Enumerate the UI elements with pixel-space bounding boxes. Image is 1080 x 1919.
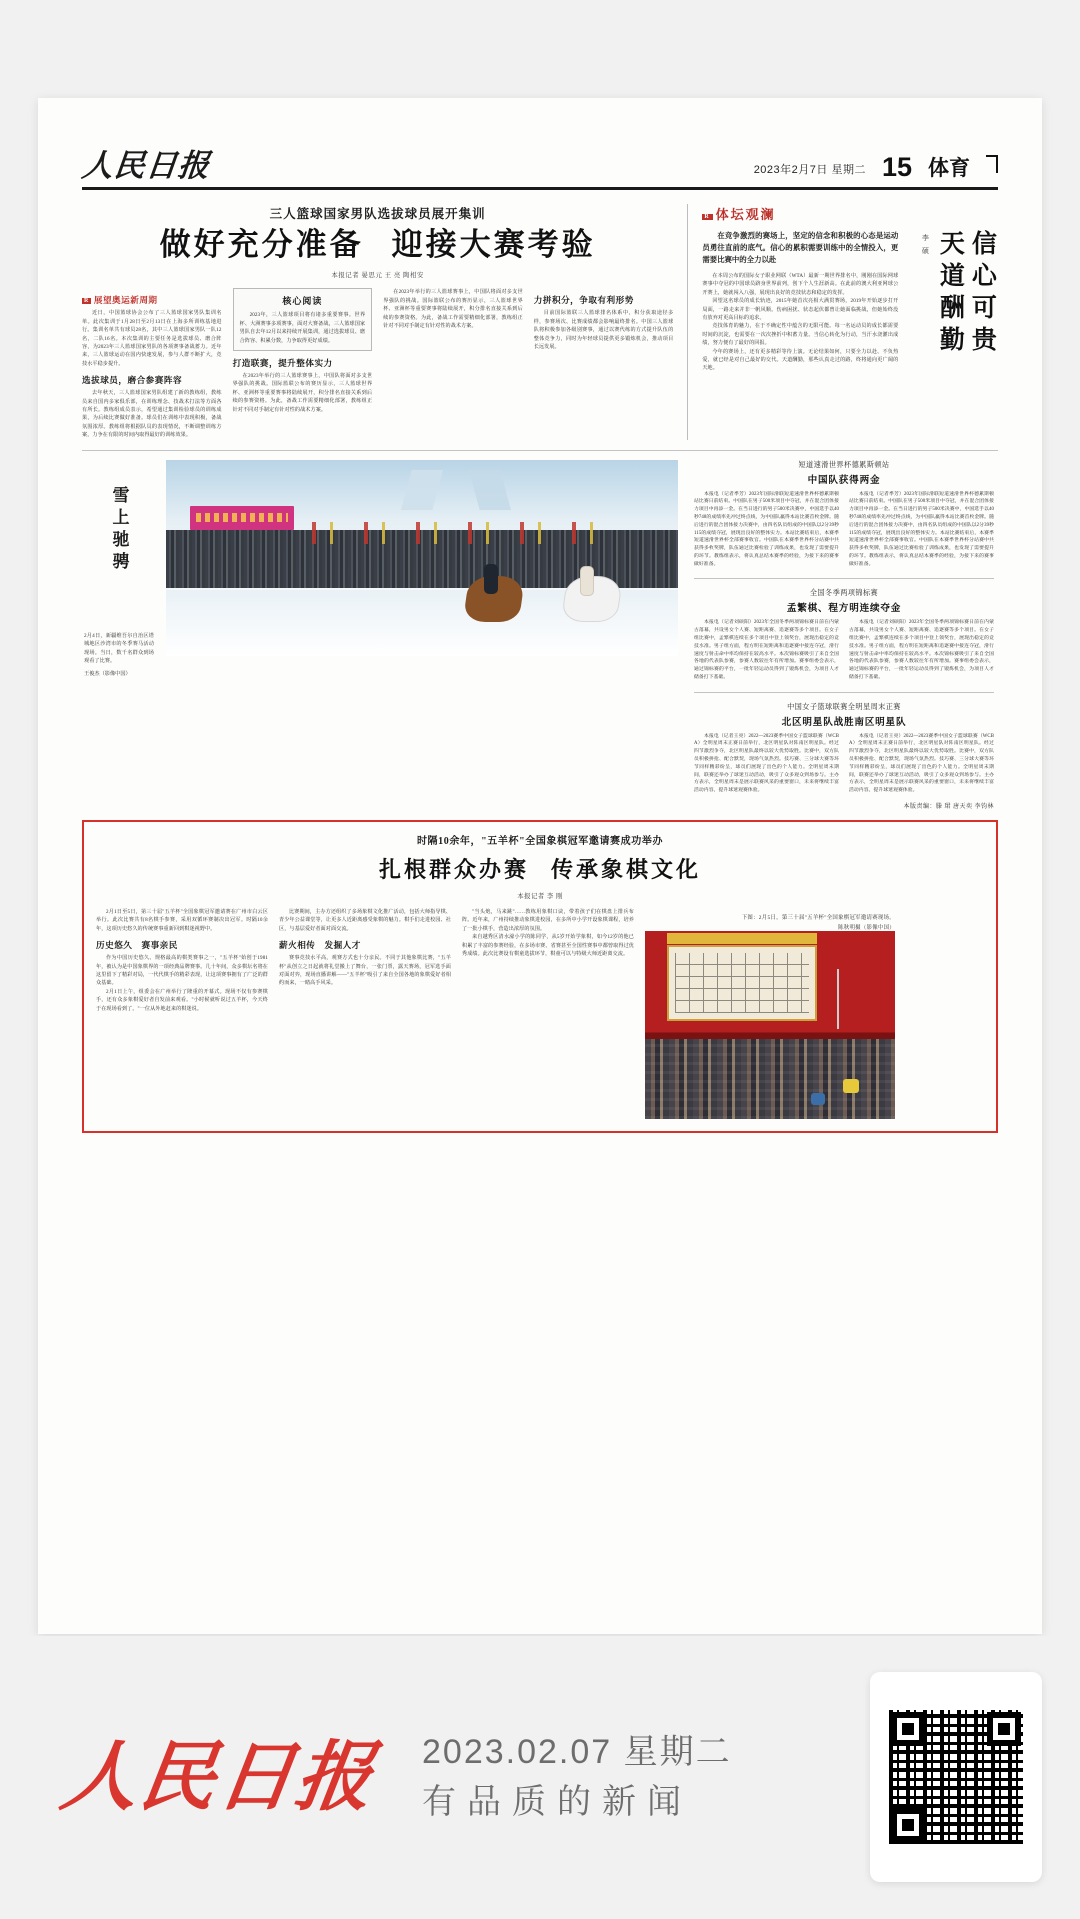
chess-article [82,820,998,1133]
page-editor-credit: 本版责编：滕 珺 唐天奕 李钧林 [903,804,994,811]
commentary-column-tag: R 体坛观澜 [704,207,776,222]
chess-body-5: 赛事竞技水平高，观赛方式也十分亲民。不同于其他象棋比赛，"五羊杯"从创立之日起就将礼堂搬上了舞台，一张门票，露天赛场，冠军选手面对面对弈，现场直播讲解——"五羊杯"吸引了来自全国各地的象棋爱好者相约而来，一睹高手风采。 [279,955,451,987]
flags-shape [296,522,596,544]
chess-body-4: 比赛期间，主办方还组织了多场象棋文化推广活动，包括大师指导棋、青少年公益课堂等，让更多人近距离感受象棋的魅力。棋手们走进校园、社区，与基层爱好者面对面交流。 [279,909,451,932]
commentary-body-4: 今年的赛场上，还有更多精彩等待上演。无论结果如何，只要全力以赴、不负热爱，就已经是对自己最好的交代。天道酬勤，那些认真走过的路，终将通向更广阔的天地。 [702,348,899,372]
snow-photo-block [82,460,682,810]
vertical-divider [687,204,688,440]
giant-chessboard-shape [667,945,817,1021]
commentary-body-2: 回望这名球员的成长轨迹，2015年她首次亮相大满贯赛场，2019年开始逐步打开局面，一路走来并非一帆风顺。伤病困扰、状态起伏都曾让她面临挑战，但她始终没有放弃对更高目标的追求。 [702,298,899,322]
stage-pole-shape [837,969,877,1029]
news-stack [694,460,994,810]
qr-finder-top-right [987,1712,1021,1746]
snow-photo-caption: 2月4日，新疆维吾尔自治区塔城地区沙湾市的冬季赛马活动现场。当日，数千名群众到场观看了比赛。 [84,632,154,665]
news-3-kicker: 中国女子篮球联赛全明星周末正赛 [787,702,901,711]
page-number: 15 [881,152,912,183]
lead-body-1: 近日，中国篮球协会公布了三人篮球国家男队集训名单。此次集训于1月28日至2月13日在上海多所训练基地进行。集训名单共有球员28名，其中三人篮球国家男队一队12名，二队16名。本次集训的主要任务是选拔球员、磨合阵容，为2023年三人篮球国家男队的各项赛事备战蓄力。近年来，三人篮球运动在国内快速发展，参与人群不断扩大，竞技水平稳步提升。 [82,310,222,367]
lead-subhead-3: 力拼积分，争取有利形势 [533,295,634,306]
news-item-1 [694,460,994,569]
commentary-vertical-title [908,230,997,373]
news-divider-2 [694,692,994,693]
lead-subhead-2: 打造联赛，提升整体实力 [232,357,333,368]
rider-dark-shape [484,564,498,594]
red-marker-icon: R [84,298,89,305]
chess-body-2: 作为中国历史悠久、规格最高的棋类赛事之一，"五羊杯"始创于1981年，被认为是中国象棋界的一项经典品牌赛事。几十年间，众多棋坛名将在这里留下了精彩对局，一代代棋手的精彩表现，让这项赛事拥有了广泛的群众基础。 [96,955,268,987]
chess-body-7: 来自越秀区清水濠小学的陈同学，从5岁开始学象棋，如今12岁的他已积累了丰富的参赛经验，在多场市赛、省赛甚至全国性赛事中都曾取得过优秀成绩。此次比赛设有棋童选拔环节，棋童可以与特级大师近距离交流。 [462,934,634,958]
lead-column-2 [233,288,373,439]
chess-body-1: 2月1日至5日，第三十届"五羊杯"全国象棋冠军邀请赛在广州市白云区举行。此次比赛共有8名棋手参赛，采用双循环赛制决出冠军。时隔10余年，这项历史悠久的传统赛事重新回到棋迷视野中。 [96,909,268,932]
commentary-body-1: 在本周公布的国际女子职业网联（WTA）最新一期世界排名中，刚刚在国际网球赛事中夺冠的中国球员跻身世界前列，创下个人生涯新高。在此前的澳大利亚网球公开赛上，她就闯入八强，展现出良好的竞技状态和稳定的发挥。 [702,273,899,296]
chess-subhead-2: 薪火相传 发掘人才 [279,940,361,951]
lead-columns [82,288,673,439]
news-1-body-b: 本报电（记者季芳）2023年国际滑联短道速滑世界杯德累斯顿站比赛日前结束。中国队在男子500米项目中夺冠，并在混合团体接力项目中再添一金。在当日进行的男子500米决赛中，中国选手以40秒748的成绩率先冲过终点线，为中国队赢得本站比赛首枚金牌。随后进行的混合团体接力决赛中，由四名队员组成的中国队以2分39秒115的成绩夺冠，展现出良好的整体实力。本站比赛结束后，本赛季短道速滑世界杯全部赛事收官。中国队在本赛季世界杯分站赛中共获得多枚奖牌，队伍通过比赛检验了训练成果，也发现了需要提升的环节。教练组表示，将认真总结本赛季的经验，为接下来的赛事做好准备。 [849,491,994,567]
chess-photo-caption: 下图：2月5日，第三十届"五羊杯"全国象棋冠军邀请赛现场。 [741,915,895,922]
chess-headline [96,853,984,884]
masthead-right [753,152,998,183]
lead-body-3: 在2023年举行的三人篮球赛事上，中国队将面对多支世界强队的挑战。国际篮联公布的赛历显示，三人篮球世界杯、亚洲杯等重要赛事将陆续展开，积分排名直接关系到后续的参赛资格。为此，备战工作需要精细化部署，教练组正针对不同对手制定有针对性的战术方案。 [232,372,373,413]
news-2-kicker: 全国冬季两项锦标赛 [809,589,879,598]
core-reading-box [233,288,373,351]
footer-date: 2023.02.07 星期二 [422,1733,732,1772]
news-item-3 [694,702,994,795]
chess-kicker: 时隔10余年，"五羊杯"全国象棋冠军邀请赛成功举办 [416,836,664,848]
lead-subhead-1: 选拔球员，磨合参赛阵容 [82,375,183,386]
chess-tournament-photo [645,931,895,1119]
core-reading-text: 2023年，三人篮球项目将有诸多重要赛事。世界杯、大洲赛事多项赛事，面对大赛备战，三人篮球国家男队自去年12月以来持续开展集训，通过选拔球员、磨合阵容、积累分数，力争取得更好成绩。 [239,312,366,344]
snow-photo-title-wrap [82,460,156,810]
stage-strip-shape [667,933,817,944]
news-item-2 [694,588,994,681]
mid-zone [82,460,998,810]
footer-slogan: 有品质的新闻 [422,1782,692,1821]
issue-date: 2023年2月7日 星期二 [753,164,866,176]
footer-text-block [422,1728,732,1827]
event-banner-shape [190,506,294,530]
qr-finder-bottom-left [891,1808,925,1842]
news-divider-1 [694,578,994,579]
chess-photo-block [645,908,895,1119]
section-name: 体育 [928,157,970,180]
chess-column-2 [279,908,451,1119]
masthead-logo: 人民日报 [80,148,212,183]
chess-headline-part1: 扎根群众办赛 [378,857,529,883]
chess-byline: 本报记者 李 刚 [517,893,563,901]
chess-subhead-1: 历史悠久 赛事亲民 [96,940,178,951]
news-2-body-b: 本报电（记者刘硕阳）2023年全国冬季两项锦标赛日前在内蒙古落幕，共设男女个人赛、短距离赛、追逐赛等多个项目。在女子组比赛中，孟繁棋连续在多个项目中登上领奖台，展现出稳定的竞技水准。男子组方面，程方明在短距离和追逐赛中接连夺冠，滑行速度与射击命中率均保持在较高水平。本次锦标赛吸引了来自全国各地的代表队参赛，参赛人数较往年有所增加。赛事组委会表示，通过锦标赛的平台，一批年轻运动员得到了锻炼机会，为项目人才储备打下基础。 [849,620,994,680]
newspaper-page [38,98,1042,1634]
qr-finder-top-left [891,1712,925,1746]
rider-light-shape [580,566,594,596]
chess-body-6: "当头炮，马来跳"……教练用象棋口诀，带着孩子们在棋盘上排兵布阵。近年来，广州持续推动象棋进校园，在多所中小学开设象棋课程，培养了一批小棋手，营造出浓厚的氛围。 [462,909,634,932]
lead-byline: 本报记者 晏思元 王 亮 陶相安 [331,272,425,280]
audience-highlight-blue [811,1093,825,1105]
lead-headline-part1: 做好充分准备 [159,227,364,262]
lead-body-2: 去年秋天，三人篮球国家男队组建了新的教练组，教练员来自国内多家俱乐部，在训练理念、技战术打法等方面各有所长。教练组成员表示，希望通过集训检验球员的训练成果，为后续比赛做好准备。球员们在训练中表现积极，备战氛围浓厚。教练组将根据队员的表现情况，不断调整训练方案，力争在有限的时间内取得最好的训练效果。 [82,390,222,439]
horizontal-divider-1 [82,450,998,451]
news-3-body-b: 本报电（记者王亮）2022—2023赛季中国女子篮球联赛（WCBA）全明星周末正赛日前举行，北区明星队对阵南区明星队。经过四节激烈争夺，北区明星队最终以较大优势取胜。比赛中，双方队员积极拼抢、配合默契，现场气氛热烈。技巧赛、三分球大赛等环节同样精彩纷呈，球员们展现了出色的个人能力。全明星周末期间，联赛还举办了球迷互动活动，吸引了众多观众到场参与。主办方表示，全明星周末是展示联赛风采的重要窗口，未来将继续丰富活动内容，提升球迷观赛体验。 [849,733,994,794]
commentary-body-3: 竞技体育的魅力，在于不确定性中蕴含的无限可能。每一名运动员的成长都需要时间的沉淀，也需要在一次次挫折中积蓄力量。当信心转化为行动，当汗水浇灌出成绩，努力便有了最好的回报。 [702,323,899,347]
commentary-title-line2: 天道酬勤 [936,230,965,358]
core-reading-title: 核心阅读 [282,296,323,307]
chess-headline-part2: 传承象棋文化 [551,857,702,883]
mountains-shape [166,470,678,510]
commentary-body [702,230,898,373]
chess-columns [96,908,984,1119]
qr-card[interactable] [870,1672,1042,1882]
commentary-title-line1: 信心可贵 [968,230,997,358]
chess-body-3: 2月1日上午，组委会在广州举行了隆重的开幕式。现场不仅有参赛棋手，还有众多象棋爱好者自发前来观看。"小时候就听说过五羊杯，今天终于在现场看到了。"一位从外地赶来的棋迷说。 [96,988,268,1012]
news-3-title: 北区明星队战胜南区明星队 [781,716,907,728]
news-3-body-a: 本报电（记者王亮）2022—2023赛季中国女子篮球联赛（WCBA）全明星周末正赛日前举行，北区明星队对阵南区明星队。经过四节激烈争夺，北区明星队最终以较大优势取胜。比赛中，双方队员积极拼抢、配合默契，现场气氛热烈。技巧赛、三分球大赛等环节同样精彩纷呈，球员们展现了出色的个人能力。全明星周末期间，联赛还举办了球迷互动活动，吸引了众多观众到场参与。主办方表示，全明星周末是展示联赛风采的重要窗口，未来将继续丰富活动内容，提升球迷观赛体验。 [694,733,839,794]
qr-code-icon[interactable] [889,1710,1023,1844]
masthead [82,132,998,190]
lead-column-4 [534,288,674,439]
news-2-title: 孟繁棋、程方明连续夺金 [786,603,902,615]
commentary-article [702,204,998,440]
lead-body-3b: 在2023年举行的三人篮球赛事上，中国队将面对多支世界强队的挑战。国际篮联公布的赛历显示，三人篮球世界杯、亚洲杯等重要赛事将陆续展开，积分排名直接关系到后续的参赛资格。为此，备战工作需要精细化部署，教练组正针对不同对手制定有针对性的战术方案。 [383,289,523,329]
news-1-title: 中国队获得两金 [807,474,881,486]
chess-column-3 [462,908,634,1119]
top-zone [82,204,998,440]
lead-headline [82,227,673,262]
lead-kicker: 三人篮球国家男队选拔球员展开集训 [269,207,486,221]
snow-photo-title: 雪上驰骋 [109,485,129,574]
footer-brand-banner [0,1636,1080,1919]
news-1-kicker: 短道速滑世界杯德累斯顿站 [798,460,890,469]
lead-headline-part2: 迎接大赛考验 [391,227,596,262]
lead-column-1 [82,288,222,439]
lead-section-label: R 展望奥运新周期 [84,295,158,306]
chess-column-1 [96,908,268,1119]
chess-photo-credit: 陈秋明摄（影像中国） [838,925,895,932]
news-2-body-a: 本报电（记者刘硕阳）2023年全国冬季两项锦标赛日前在内蒙古落幕，共设男女个人赛、短距离赛、追逐赛等多个项目。在女子组比赛中，孟繁棋连续在多个项目中登上领奖台，展现出稳定的竞技水准。男子组方面，程方明在短距离和追逐赛中接连夺冠，滑行速度与射击命中率均保持在较高水平。本次锦标赛吸引了来自全国各地的代表队参赛，参赛人数较往年有所增加。赛事组委会表示，通过锦标赛的平台，一批年轻运动员得到了锻炼机会，为项目人才储备打下基础。 [694,620,839,680]
snow-horse-race-photo [166,460,678,656]
lead-article [82,204,673,440]
snow-photo-credit: 王俊杰（影像中国） [84,670,131,677]
commentary-author: 李 硕 [921,234,930,256]
lead-column-3 [383,288,523,439]
footer-logo: 人民日报 [56,1735,380,1820]
news-1-body-a: 本报电（记者季芳）2023年国际滑联短道速滑世界杯德累斯顿站比赛日前结束。中国队在男子500米项目中夺冠，并在混合团体接力项目中再添一金。在当日进行的男子500米决赛中，中国选手以40秒748的成绩率先冲过终点线，为中国队赢得本站比赛首枚金牌。随后进行的混合团体接力决赛中，由四名队员组成的中国队以2分39秒115的成绩夺冠，展现出良好的整体实力。本站比赛结束后，本赛季短道速滑世界杯全部赛事收官。中国队在本赛季世界杯分站赛中共获得多枚奖牌，队伍通过比赛检验了训练成果，也发现了需要提升的环节。教练组表示，将认真总结本赛季的经验，为接下来的赛事做好准备。 [694,491,839,567]
commentary-lead: 在竞争激烈的赛场上，坚定的信念和积极的心态是运动员勇往直前的底气。信心的累积需要训练中的全情投入，更需要比赛中的全力以赴 [702,231,899,264]
corner-bracket-icon [986,155,998,173]
red-marker-icon: R [704,214,711,220]
audience-highlight-yellow [843,1079,859,1093]
lead-body-4: 目前国际篮联三人篮球排名体系中，积分获取途径多样，参赛场次、比赛成绩都会影响最终排名。中国三人篮球队将积极参加各级别赛事，通过以赛代练的方式提升队伍的整体竞争力，同时为年轻球员提供更多锻炼机会，推动项目长远发展。 [533,310,674,350]
